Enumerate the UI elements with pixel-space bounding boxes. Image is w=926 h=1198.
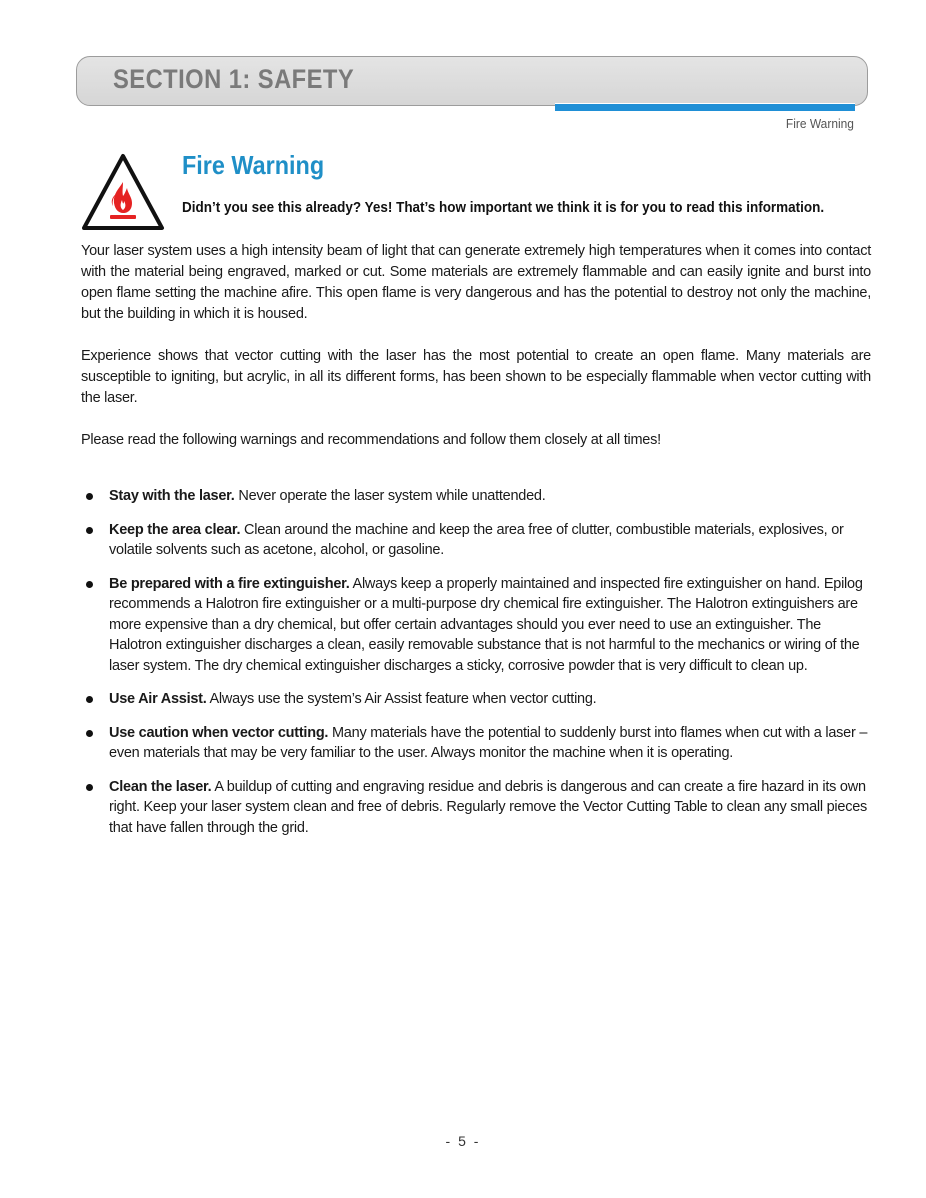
- bullet-dot: [86, 784, 93, 791]
- paragraph-instructions: Please read the following warnings and recommendations and follow them closely at all times!: [81, 432, 661, 448]
- bullet-text: Never operate the laser system while unattended.: [234, 488, 546, 504]
- list-item: [81, 723, 871, 764]
- safety-bullet-list: [81, 486, 871, 851]
- bullet-text: Always use the system’s Air Assist feature when vector cutting.: [206, 691, 597, 707]
- header-accent-bar: [555, 103, 855, 111]
- bullet-text: Many materials have the potential to suddenly burst into flames when cut with a laser – even materials that may be very familiar to the user. Always monitor the machine when it is operating.: [109, 724, 868, 761]
- bullet-dot: [86, 730, 93, 737]
- bullet-dot: [86, 527, 93, 534]
- bullet-lead: Use Air Assist.: [109, 691, 207, 707]
- bullet-dot: [86, 581, 93, 588]
- paragraph-intro: Your laser system uses a high intensity beam of light that can generate extremely high temperatures when it comes into contact with the material being engraved, marked or cut. Some materials are extremely flammable and can easily ignite and burst into open flame setting the machine afire. This open flame is very dangerous and has the potential to destroy not only the machine, but the building in which it is housed.: [81, 243, 871, 322]
- fire-hazard-warning-icon: [80, 152, 166, 232]
- list-item: [81, 777, 871, 839]
- page-number: - 5 -: [445, 1133, 481, 1149]
- bullet-text: Always keep a properly maintained and inspected fire extinguisher on hand. Epilog recommends a Halotron fire extinguisher or a multi-purpose dry chemical fire extinguisher. The Halotron extinguishers are more expensive than a dry chemical, but offer certain advantages should you ever need to use an extinguisher. The Halotron extinguisher discharges a clean, easily removable substance that is not harmful to the mechanics or wiring of the laser system. The dry chemical extinguisher discharges a sticky, corrosive powder that is very difficult to clean up.: [109, 575, 863, 674]
- section-title: SECTION 1: SAFETY: [113, 64, 355, 94]
- bullet-text: A buildup of cutting and engraving residue and debris is dangerous and can create a fire hazard in its own right. Keep your laser system clean and free of debris. Regularly remove the Vector Cutting Table to clean any small pieces that have fallen through the grid.: [109, 778, 868, 836]
- list-item: [81, 689, 871, 710]
- bullet-lead: Use caution when vector cutting.: [109, 724, 329, 741]
- bullet-lead: Stay with the laser.: [109, 488, 235, 504]
- bullet-dot: [86, 493, 93, 500]
- running-head: Fire Warning: [785, 116, 854, 131]
- bullet-lead: Clean the laser.: [109, 778, 212, 795]
- fire-warning-title: Fire Warning: [182, 150, 325, 180]
- bullet-dot: [86, 696, 93, 703]
- list-item: [81, 574, 871, 677]
- bullet-lead: Be prepared with a fire extinguisher.: [109, 575, 350, 592]
- list-item: [81, 520, 871, 561]
- fire-warning-subtitle: Didn’t you see this already? Yes! That’s how important we think it is for you to read this information.: [182, 200, 825, 216]
- bullet-text: Clean around the machine and keep the area free of clutter, combustible materials, explosives, or volatile solvents such as acetone, alcohol, or gasoline.: [109, 521, 844, 558]
- list-item: [81, 486, 871, 507]
- paragraph-vector-cutting: Experience shows that vector cutting with the laser has the most potential to create an open flame. Many materials are susceptible to igniting, but acrylic, in all its different forms, has been shown to be especially flammable when vector cutting with the laser.: [81, 348, 871, 406]
- bullet-lead: Keep the area clear.: [109, 521, 241, 538]
